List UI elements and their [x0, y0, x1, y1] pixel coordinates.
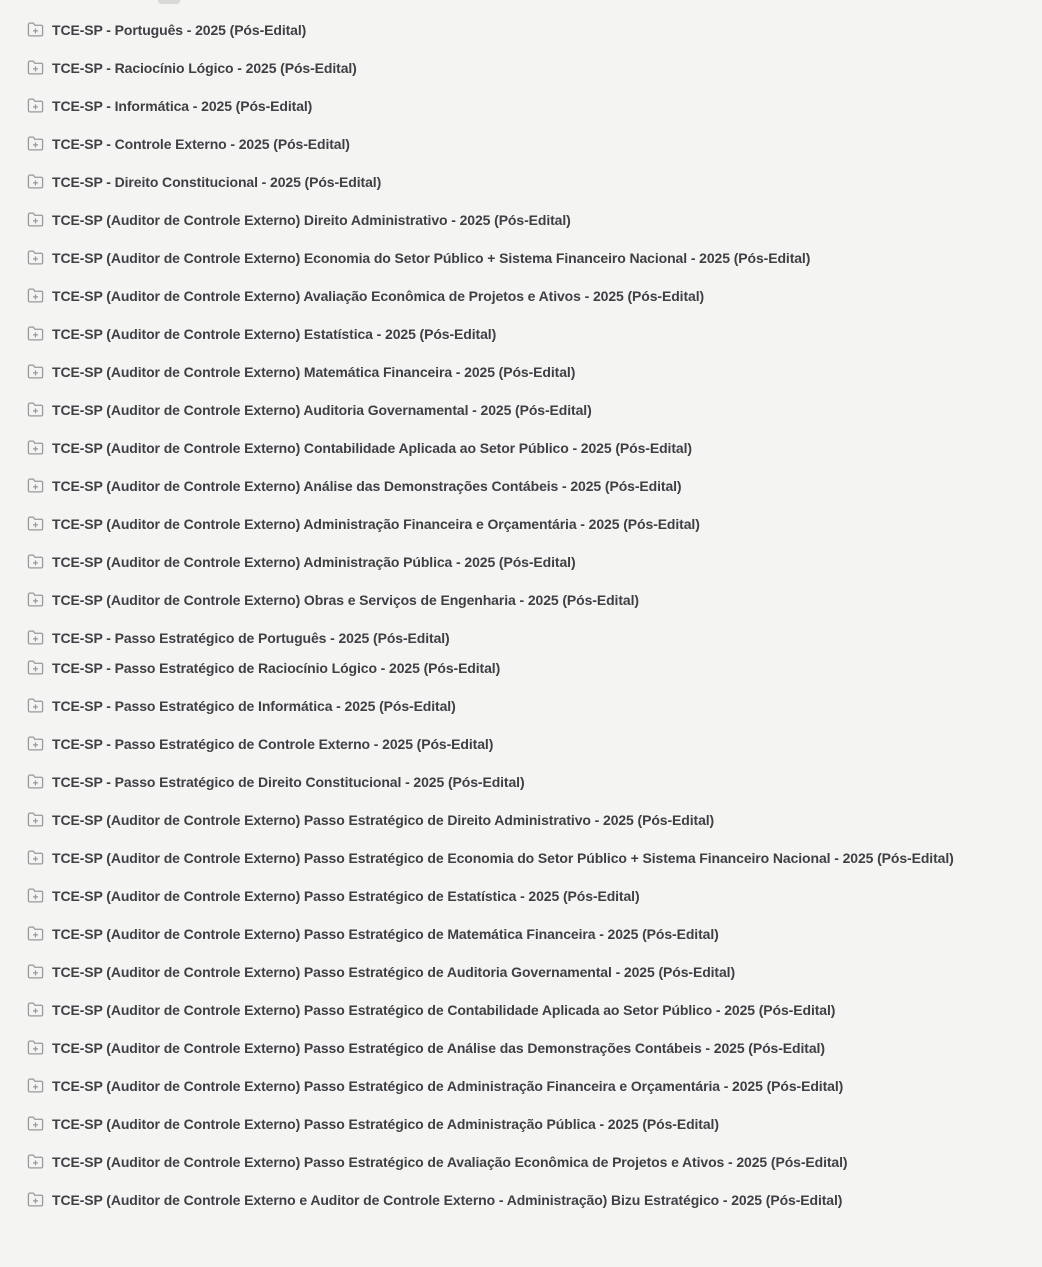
course-title: TCE-SP (Auditor de Controle Externo) Passo Estratégico de Auditoria Governamental - 2025 (Pós-Edital) — [52, 964, 736, 980]
course-title: TCE-SP - Direito Constitucional - 2025 (Pós-Edital) — [52, 174, 382, 190]
course-accordion-row[interactable] — [27, 1152, 1042, 1172]
course-title: TCE-SP (Auditor de Controle Externo e Auditor de Controle Externo - Administração) Bizu Estratégico - 2025 (Pós-Edital) — [52, 1192, 843, 1208]
course-accordion-row[interactable] — [27, 1076, 1042, 1096]
course-title: TCE-SP (Auditor de Controle Externo) Passo Estratégico de Análise das Demonstrações Contábeis - 2025 (Pós-Edital) — [52, 1040, 825, 1056]
course-title: TCE-SP - Português - 2025 (Pós-Edital) — [52, 22, 307, 38]
folder-plus-icon — [27, 325, 44, 342]
folder-plus-icon — [27, 211, 44, 228]
course-accordion-row[interactable] — [27, 134, 1042, 154]
course-accordion-row[interactable] — [27, 734, 1042, 754]
folder-plus-icon — [27, 925, 44, 942]
folder-plus-icon — [27, 287, 44, 304]
course-title: TCE-SP - Raciocínio Lógico - 2025 (Pós-Edital) — [52, 60, 357, 76]
course-accordion-row[interactable] — [27, 658, 1042, 678]
course-accordion-row[interactable] — [27, 400, 1042, 420]
course-title: TCE-SP - Informática - 2025 (Pós-Edital) — [52, 98, 313, 114]
course-title: TCE-SP - Passo Estratégico de Raciocínio Lógico - 2025 (Pós-Edital) — [52, 660, 501, 676]
course-accordion-row[interactable] — [27, 810, 1042, 830]
folder-plus-icon — [27, 477, 44, 494]
course-accordion-row[interactable] — [27, 848, 1042, 868]
course-accordion-row[interactable] — [27, 962, 1042, 982]
folder-plus-icon — [27, 401, 44, 418]
folder-plus-icon — [27, 773, 44, 790]
course-title: TCE-SP - Passo Estratégico de Direito Constitucional - 2025 (Pós-Edital) — [52, 774, 525, 790]
folder-plus-icon — [27, 1115, 44, 1132]
course-accordion-row[interactable] — [27, 590, 1042, 610]
course-accordion-row[interactable] — [27, 628, 1042, 648]
folder-plus-icon — [27, 591, 44, 608]
course-accordion-row[interactable] — [27, 172, 1042, 192]
folder-plus-icon — [27, 1039, 44, 1056]
course-title: TCE-SP (Auditor de Controle Externo) Administração Financeira e Orçamentária - 2025 (Pós-Edital) — [52, 516, 700, 532]
course-title: TCE-SP (Auditor de Controle Externo) Auditoria Governamental - 2025 (Pós-Edital) — [52, 402, 592, 418]
course-accordion-row[interactable] — [27, 514, 1042, 534]
course-title: TCE-SP (Auditor de Controle Externo) Passo Estratégico de Matemática Financeira - 2025 (Pós-Edital) — [52, 926, 719, 942]
course-accordion-row[interactable] — [27, 210, 1042, 230]
course-accordion-row[interactable] — [27, 1190, 1042, 1210]
course-title: TCE-SP - Passo Estratégico de Português - 2025 (Pós-Edital) — [52, 630, 450, 646]
course-title: TCE-SP (Auditor de Controle Externo) Contabilidade Aplicada ao Setor Público - 2025 (Pós-Edital) — [52, 440, 692, 456]
course-accordion-row[interactable] — [27, 58, 1042, 78]
course-accordion-row[interactable] — [27, 1114, 1042, 1134]
course-title: TCE-SP (Auditor de Controle Externo) Administração Pública - 2025 (Pós-Edital) — [52, 554, 576, 570]
folder-plus-icon — [27, 439, 44, 456]
folder-plus-icon — [27, 629, 44, 646]
folder-plus-icon — [27, 59, 44, 76]
folder-plus-icon — [27, 553, 44, 570]
folder-plus-icon — [27, 849, 44, 866]
course-accordion-row[interactable] — [27, 1038, 1042, 1058]
folder-plus-icon — [27, 659, 44, 676]
folder-plus-icon — [27, 363, 44, 380]
course-title: TCE-SP - Controle Externo - 2025 (Pós-Edital) — [52, 136, 350, 152]
course-title: TCE-SP (Auditor de Controle Externo) Direito Administrativo - 2025 (Pós-Edital) — [52, 212, 571, 228]
folder-plus-icon — [27, 515, 44, 532]
course-accordion-row[interactable] — [27, 696, 1042, 716]
course-accordion-row[interactable] — [27, 20, 1042, 40]
folder-plus-icon — [27, 1077, 44, 1094]
course-accordion-row[interactable] — [27, 476, 1042, 496]
course-title: TCE-SP (Auditor de Controle Externo) Análise das Demonstrações Contábeis - 2025 (Pós-Edital) — [52, 478, 682, 494]
folder-plus-icon — [27, 1001, 44, 1018]
folder-plus-icon — [27, 697, 44, 714]
course-title: TCE-SP (Auditor de Controle Externo) Passo Estratégico de Economia do Setor Público + Sistema Financeiro Nacional - 2025 (Pós-Edital) — [52, 850, 954, 866]
course-title: TCE-SP (Auditor de Controle Externo) Passo Estratégico de Direito Administrativo - 2025 (Pós-Edital) — [52, 812, 715, 828]
course-accordion-row[interactable] — [27, 286, 1042, 306]
folder-plus-icon — [27, 97, 44, 114]
course-accordion-row[interactable] — [27, 248, 1042, 268]
course-title: TCE-SP (Auditor de Controle Externo) Passo Estratégico de Administração Pública - 2025 (Pós-Edital) — [52, 1116, 719, 1132]
folder-plus-icon — [27, 21, 44, 38]
course-title: TCE-SP (Auditor de Controle Externo) Passo Estratégico de Avaliação Econômica de Projetos e Ativos - 2025 (Pós-Edital) — [52, 1154, 848, 1170]
course-title: TCE-SP (Auditor de Controle Externo) Obras e Serviços de Engenharia - 2025 (Pós-Edital) — [52, 592, 639, 608]
folder-plus-icon — [27, 735, 44, 752]
course-title: TCE-SP (Auditor de Controle Externo) Passo Estratégico de Contabilidade Aplicada ao Setor Público - 2025 (Pós-Edital) — [52, 1002, 836, 1018]
course-title: TCE-SP - Passo Estratégico de Controle Externo - 2025 (Pós-Edital) — [52, 736, 494, 752]
course-title: TCE-SP (Auditor de Controle Externo) Matemática Financeira - 2025 (Pós-Edital) — [52, 364, 576, 380]
course-accordion-row[interactable] — [27, 924, 1042, 944]
folder-plus-icon — [27, 1191, 44, 1208]
folder-plus-icon — [27, 1153, 44, 1170]
course-accordion-row[interactable] — [27, 886, 1042, 906]
course-accordion-row[interactable] — [27, 772, 1042, 792]
course-title: TCE-SP (Auditor de Controle Externo) Passo Estratégico de Administração Financeira e Orçamentária - 2025 (Pós-Edital) — [52, 1078, 844, 1094]
course-accordion-row[interactable] — [27, 362, 1042, 382]
course-accordion-row[interactable] — [27, 324, 1042, 344]
course-title: TCE-SP (Auditor de Controle Externo) Estatística - 2025 (Pós-Edital) — [52, 326, 497, 342]
course-accordion-row[interactable] — [27, 438, 1042, 458]
course-accordion-row[interactable] — [27, 1000, 1042, 1020]
course-title: TCE-SP (Auditor de Controle Externo) Avaliação Econômica de Projetos e Ativos - 2025 (Pós-Edital) — [52, 288, 705, 304]
course-title: TCE-SP (Auditor de Controle Externo) Economia do Setor Público + Sistema Financeiro Nacional - 2025 (Pós-Edital) — [52, 250, 811, 266]
folder-plus-icon — [27, 173, 44, 190]
folder-plus-icon — [27, 249, 44, 266]
clipped-element-fragment — [158, 0, 180, 4]
course-accordion-row[interactable] — [27, 96, 1042, 116]
folder-plus-icon — [27, 135, 44, 152]
course-accordion-row[interactable] — [27, 552, 1042, 572]
folder-plus-icon — [27, 963, 44, 980]
folder-plus-icon — [27, 811, 44, 828]
course-title: TCE-SP - Passo Estratégico de Informática - 2025 (Pós-Edital) — [52, 698, 456, 714]
course-title: TCE-SP (Auditor de Controle Externo) Passo Estratégico de Estatística - 2025 (Pós-Edital) — [52, 888, 640, 904]
folder-plus-icon — [27, 887, 44, 904]
